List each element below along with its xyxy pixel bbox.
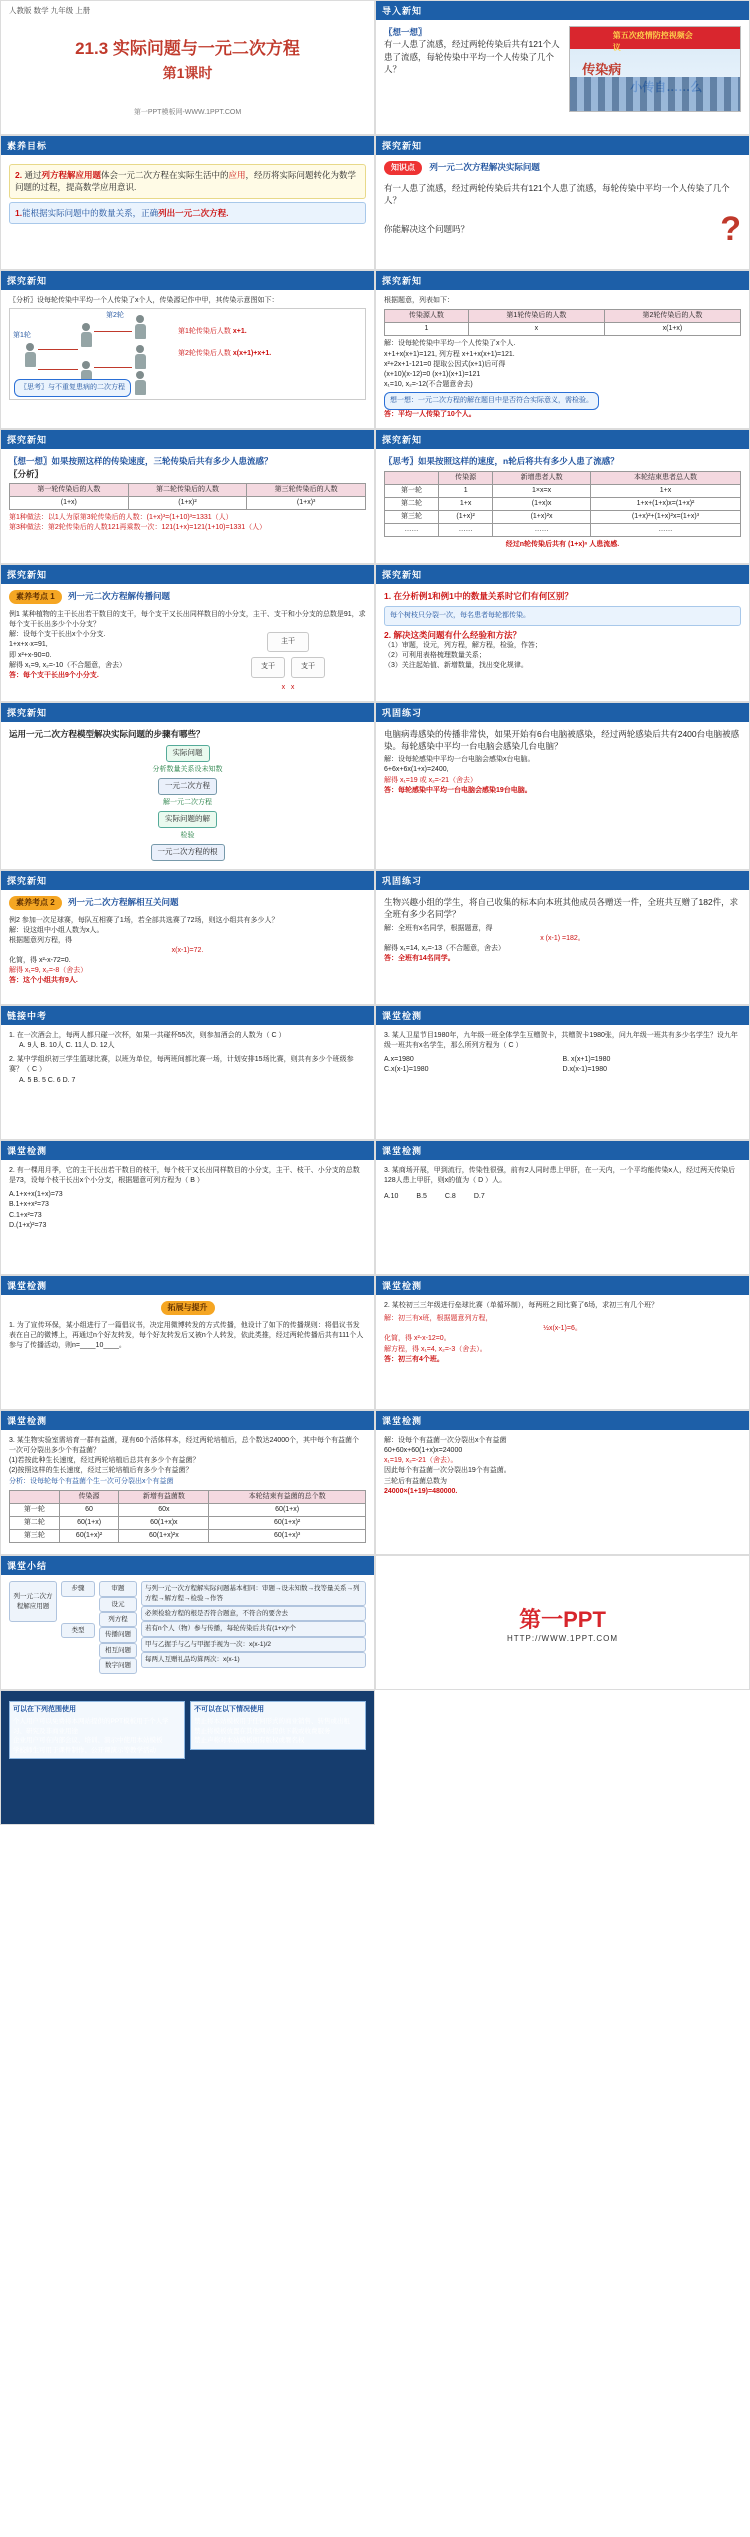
cell: (1+x): [10, 497, 129, 510]
trunk-box: 主干: [267, 632, 309, 652]
col-header: 传染源: [59, 1490, 119, 1503]
cell: 1×x=x: [493, 484, 591, 497]
option-b[interactable]: B. x(x+1)=1980: [562, 1056, 611, 1064]
col-header: 第二轮传染后的人数: [128, 484, 247, 497]
cell: (1+x)x: [493, 498, 591, 511]
slide-header: 探究新知: [1, 871, 374, 890]
question-text: 1. 为了宣传环保，某小组进行了一篇倡议书，决定用微博转发的方式传播，他设计了如下的传播规则：将倡议书发表在自己的微博上，再通过n个好友转发，每个好友转发后又被n个人转发，依此类推，经过两轮传播后共有111个人参与了传播活动，则n=____10____。: [9, 1321, 364, 1349]
cell: 60x: [119, 1503, 209, 1516]
flow-edge-label: 检验: [180, 831, 195, 839]
analysis-label: 〖分析〗: [9, 468, 44, 479]
cell: 1+x+(1+x)x=(1+x)²: [590, 498, 740, 511]
answer-1: 每个树枝只分裂一次，每名患者每轮都传染。: [384, 606, 741, 626]
infection-table: [384, 309, 741, 336]
cell: (1+x)³: [247, 497, 366, 510]
cell: (1+x)²+(1+x)²x=(1+x)³: [590, 511, 740, 524]
lesson-photo: [569, 26, 741, 112]
options-1: A. 9人 B. 10人 C. 11人 D. 12人: [19, 1042, 115, 1050]
slide-example-2: [0, 870, 375, 1005]
question-2: 2. 某中学组织初三学生篮球比赛，以班为单位，每两班间都比赛一场，计划安排15场比赛，则共有多少个班级参赛？（ C ）: [9, 1056, 354, 1074]
allowed-usage-panel: [9, 1701, 185, 1759]
option-d[interactable]: D.7: [473, 1193, 485, 1201]
step-item: （2）可利用表格梳理数量关系；: [384, 652, 486, 660]
goal-2: 2. 通过列方程解应用题体会一元二次方程在实际生活中的应用，经历将实际问题转化为数学问题的过程，提高数学应用意识.: [9, 164, 366, 199]
slide-header: 素养目标: [1, 136, 374, 155]
option-c[interactable]: C.1+x²=73: [9, 1211, 42, 1219]
cell: x: [468, 323, 604, 336]
person-icon: [24, 343, 36, 369]
branch-box: 支干: [251, 657, 285, 677]
slide-header: 巩固练习: [376, 871, 749, 890]
solve-line: 解得 x₁=9, x₂=-8（舍去）: [9, 967, 88, 975]
three-round-table: [9, 483, 366, 510]
slide-practice-gifts: [375, 870, 750, 1005]
cell: 60(1+x): [59, 1516, 119, 1529]
forbidden-usage-panel: [190, 1701, 366, 1749]
flow-step: 列方程: [99, 1612, 137, 1627]
solve-line: x₁=19, x₂=-21（舍去）。: [384, 1457, 458, 1465]
bacteria-table: [9, 1490, 366, 1544]
slide-import: [375, 0, 750, 135]
n-round-table: [384, 471, 741, 538]
round-2-label: 第2轮: [106, 312, 124, 320]
solve-line: 解得 x₁=19 或 x₂=-21（舍去）: [384, 776, 477, 784]
slide-header: 探究新知: [1, 430, 374, 449]
conclusion: 经过n轮传染后共有 (1+x)ⁿ 人患流感.: [505, 541, 620, 549]
slide-explore-questions: [375, 564, 750, 701]
slide-extension: [0, 1275, 375, 1410]
solve-line: 因此每个有益菌一次分裂出19个有益菌。: [384, 1467, 511, 1475]
solve-line: x₁=10, x₂=-12(不合题意舍去): [384, 380, 473, 388]
question-mark-icon: ?: [720, 210, 741, 249]
solve-line: 化简，得 x²-x-72=0.: [9, 957, 71, 965]
option-d[interactable]: D.x(x-1)=1980: [562, 1066, 608, 1074]
slide-literacy-goals: [0, 135, 375, 270]
summary-branch: 类型: [61, 1623, 95, 1638]
flow-node: 实际问题的解: [158, 811, 217, 828]
source-credit: 第一PPT模板网-WWW.1PPT.COM: [133, 109, 242, 116]
solve-line: 解：设每个支干长出x个小分支.: [9, 631, 106, 639]
exam-point-badge: 素养考点 1: [9, 590, 62, 604]
summary-note: 每两人互赠礼品均算两次：x(x-1): [141, 1652, 366, 1667]
solve-line: ½x(x-1)=6。: [543, 1325, 582, 1333]
slide-exam-link: [0, 1005, 375, 1140]
cell: ……: [439, 524, 493, 537]
option-b[interactable]: B.5: [416, 1193, 427, 1201]
solve-title: 解：设每轮传染中平均一个人传染了x个人.: [384, 340, 516, 348]
forbidden-item: 禁止将模板放置在其他网站提供下载或收费服务: [194, 1727, 331, 1735]
solve-line: 化简，得 x²-x-12=0。: [384, 1335, 451, 1343]
slide-test-softball: [375, 1275, 750, 1410]
allowed-item: 企业用户可在内部会议、培训、演示中使用本站模板: [13, 1737, 163, 1745]
slide-lesson-summary: [0, 1555, 375, 1690]
brand-logo: 第一PPT: [519, 1606, 606, 1632]
round-1-label: 第1轮: [13, 332, 31, 340]
solve-line: (x+10)(x-12)=0 (x+1)(x+1)=121: [384, 370, 481, 378]
question-text: 3. 某生物实验室需培育一群有益菌，现有60个活体样本，经过两轮培植后，总个数达24000个，其中每个有益菌个一次可分裂出多少个有益菌？: [9, 1436, 360, 1455]
slide-header: 课堂小结: [1, 1556, 374, 1575]
question-1: 1. 在一次酒会上，每两人都只碰一次杯，如果一共碰杯55次，则参加酒会的人数为（ C ）: [9, 1031, 286, 1039]
col-header: 第一轮传染后的人数: [10, 484, 129, 497]
slide-explore-table-solution: [375, 270, 750, 429]
question-prompt: 你能解决这个问题吗？: [384, 224, 470, 235]
cell: 60(1+x)²: [209, 1516, 366, 1529]
option-d[interactable]: D.(1+x)²=73: [9, 1221, 47, 1229]
slide-header: 巩固练习: [376, 703, 749, 722]
answer-line: 答：每轮感染中平均一台电脑会感染19台电脑。: [384, 786, 532, 794]
answer-line: 24000×(1+19)=480000.: [384, 1487, 458, 1495]
knowledge-title: 列一元二次方程解决实际问题: [429, 162, 540, 172]
flow-step: 设元: [99, 1597, 137, 1612]
think-text: 有一人患了流感，经过两轮传染后共有121个人患了流感，每轮传染中平均一个人传染了几个人？: [384, 39, 560, 74]
slide-header: 探究新知: [376, 271, 749, 290]
think-text: 〖想一想〗如果按照这样的传染速度，三轮传染后共有多少人患流感？: [9, 456, 273, 467]
options-2: A. 5 B. 5 C. 6 D. 7: [19, 1076, 76, 1084]
exam-point-badge: 素养考点 2: [9, 896, 62, 910]
solve-line: 解得 x₁=9, x₂=-10（不合题意，舍去）: [9, 661, 127, 669]
steps-title: 运用一元二次方程模型解决实际问题的步骤有哪些？: [9, 728, 205, 739]
question-1: 1. 在分析例1和例1中的数量关系时它们有何区别？: [384, 591, 573, 602]
col-header: [10, 1490, 60, 1503]
col-header: 第三轮传染后的人数: [247, 484, 366, 497]
slide-header: 探究新知: [1, 703, 374, 722]
slide-example-1: 探究新知 素养考点 1 列一元二次方程解传播问题 例1 某种植物的主干长出若干数目的支干，每个支干又长出同样数目的小分支，主干、支干和小分支的总数是91，求每个支干长出多少个小分支？ 解：设每个支干长出x个小分支. 1+x+x·x=91, 即 x²+x-90=0. 解得 x₁=9, x₂=-10（不合题意，舍去） 答：每个支干长出9个小分支. 主干 支干 支干 x x: [0, 564, 375, 701]
solve-line: x+1+x(x+1)=121, 列方程 x+1+x(x+1)=121.: [384, 350, 515, 358]
eq-round2: x(x+1)+x+1.: [232, 350, 272, 358]
slide-header: 链接中考: [1, 1006, 374, 1025]
col-header: 本轮结束有益菌的总个数: [209, 1490, 366, 1503]
cell: 1+x: [590, 484, 740, 497]
flow-step: 审题: [99, 1581, 137, 1596]
question-text: 有一人患了流感，经过两轮传染后共有121个人患了流感，每轮传染中平均一个人传染了几个人？: [384, 182, 730, 205]
sub-question-1: (1)若按此种生长速度，经过两轮培植后总共有多少个有益菌？: [9, 1457, 200, 1465]
col-header: 本轮结束患者总人数: [590, 471, 740, 484]
solve-line: 根据题意列方程，得: [9, 936, 72, 944]
solve-line: x (x-1) =182。: [540, 934, 585, 942]
answer-line: 答：全班有14名同学。: [384, 954, 455, 962]
cell: 60(1+x)x: [119, 1516, 209, 1529]
think-bubble: 〖思考〗与不重复患病的二次方程: [14, 379, 131, 397]
type-item: 传播问题: [99, 1627, 137, 1642]
slide-header: 探究新知: [376, 565, 749, 584]
cell: 1+x: [439, 498, 493, 511]
infection-diagram: [9, 308, 366, 400]
cell: 第一轮: [10, 1503, 60, 1516]
cell: ……: [590, 524, 740, 537]
option-a[interactable]: A.x=1980: [384, 1056, 414, 1064]
option-a[interactable]: A.1+x+x(1+x)=73: [9, 1191, 63, 1199]
flow-edge-label: 解一元二次方程: [163, 798, 212, 806]
cell: x(1+x): [604, 323, 740, 336]
flow-node: 一元二次方程: [158, 778, 217, 795]
person-icon: [134, 371, 146, 397]
cell: 第一轮: [385, 484, 439, 497]
option-c[interactable]: C.x(x-1)=1980: [384, 1066, 429, 1074]
solve-line: 1+x+x·x=91,: [9, 641, 48, 649]
example-text: 例1 某种植物的主干长出若干数目的支干，每个支干又长出同样数目的小分支，主干、支干和小分支的总数是91，求每个支干长出多少个小分支？: [9, 611, 366, 629]
cell: 60(1+x): [209, 1503, 366, 1516]
solve-line: 解：初三有x班，根据题意列方程，: [384, 1315, 493, 1323]
question-text: 3. 某商场开展，甲到流行，传染性很强，前有2人同时患上甲肝，在一天内，一个平均能传染x人，经过两天传染后128人患上甲肝，则x的值为（ D ）人。: [384, 1166, 736, 1185]
slide-header: 课堂检测: [376, 1276, 749, 1295]
type-item: 数字问题: [99, 1658, 137, 1673]
allowed-title: 可以在下列范围使用: [13, 1706, 76, 1714]
option-c[interactable]: C.8: [444, 1193, 456, 1201]
slide-explore-n-rounds: [375, 429, 750, 564]
slide-header: 探究新知: [1, 565, 374, 584]
cell: 第三轮: [385, 511, 439, 524]
eq-round1: x+1.: [232, 328, 247, 336]
forbidden-item: 禁止声称对本站模板拥有版权或署名权: [194, 1737, 305, 1745]
analysis-label: 分析：设每轮每个有益菌个生一次可分裂出x个有益菌: [9, 1477, 174, 1485]
solve-line: 解方程，得 x₁=4, x₂=-3（舍去）。: [384, 1345, 487, 1353]
solve-line: 解：设每轮感染中平均一台电脑会感染x台电脑。: [384, 756, 535, 764]
slide-explore-diagram: [0, 270, 375, 429]
summary-title: 列一元二次方程解应用题: [9, 1581, 57, 1622]
step-item: （3）关注起始值、新增数量，找出变化规律。: [384, 662, 528, 670]
forbidden-item: 禁止将本站模板用于任何形式的商业销售、转售或出租: [194, 1718, 350, 1726]
slide-header: 课堂检测: [1, 1141, 374, 1160]
slide-test-bacteria-solution: [375, 1410, 750, 1555]
col-header: [385, 471, 439, 484]
slide-header: 探究新知: [376, 136, 749, 155]
example-text: 例2 参加一次足球赛，每队互相赛了1场，若全部共选赛了72场，则这小组共有多少人？: [9, 916, 279, 924]
check-bubble: 想一想：一元二次方程的解在题目中是否符合实际意义，需检验。: [384, 392, 599, 410]
flow-edge-label: 分析数量关系设未知数: [152, 765, 223, 773]
cell: 第二轮: [385, 498, 439, 511]
practice-text: 生物兴趣小组的学生，将自己收集的标本向本班其他成员各赠送一件，全班共互赠了182件，求全班有多少名同学？: [384, 896, 739, 920]
slide-brand: [375, 1555, 750, 1690]
person-icon: [134, 315, 146, 341]
photo-banner-text: 第五次疫情防控视频会议: [612, 31, 693, 52]
cell: 60(1+x)³: [209, 1530, 366, 1543]
summary-note: 若有n个人（物）参与传播，每轮传染后共有(1+x)ⁿ个: [141, 1621, 366, 1636]
solve-line: 即 x²+x-90=0.: [9, 651, 52, 659]
practice-text: 电脑病毒感染的传播非常快，如果开始有6台电脑被感染，经过两轮感染后共有2400台电脑被感染。每轮感染中平均一台电脑会感染几台电脑？: [384, 728, 740, 752]
sub-question-2: (2)按照这样的生长速度，经过三轮培植后有多少个有益菌？: [9, 1467, 193, 1475]
slide-header: 课堂检测: [376, 1006, 749, 1025]
slide-header: 导入新知: [376, 1, 749, 20]
cell: (1+x)²: [128, 497, 247, 510]
slide-usage-terms: [0, 1690, 375, 1825]
goal-1: 1.能根据实际问题中的数量关系，正确列出一元二次方程.: [9, 202, 366, 224]
summary-note: 与列一元一次方程解实际问题基本相同：审题→设未知数→找等量关系→列方程→解方程→检验→作答: [141, 1581, 366, 1606]
answer-line: 答：平均一人传染了10个人。: [384, 411, 476, 419]
col-header: 新增有益菌数: [119, 1490, 209, 1503]
col-header: 传染源人数: [385, 310, 469, 323]
knowledge-badge: 知识点: [384, 161, 422, 175]
method-2: 第3种做法：第2轮传染后的人数121再乘数一次：121(1+x)=121(1+10)=1331（人）: [9, 524, 267, 532]
answer-line: 答：每个支干长出9个小分支.: [9, 671, 99, 679]
method-1: 第1种做法：以1人为原第3轮传染后的人数：(1+x)³=(1+10)³=1331（人）: [9, 514, 233, 522]
solve-line: 解：设这组中小组人数为x人。: [9, 926, 104, 934]
cell: ……: [493, 524, 591, 537]
slide-practice-virus: [375, 702, 750, 870]
note-round1: 第1轮传染后人数: [178, 328, 231, 336]
slide-test-1: [375, 1005, 750, 1140]
cell: (1+x)²: [439, 511, 493, 524]
slide-header: 课堂检测: [376, 1141, 749, 1160]
cell: ……: [385, 524, 439, 537]
think-tag: 〖想一想〗: [384, 27, 427, 37]
table-lead: 根据题意，列表如下：: [384, 297, 454, 304]
slide-header: 课堂检测: [1, 1276, 374, 1295]
model-flowchart: [9, 745, 366, 861]
solve-line: x²+2x+1-121=0 提取公因式(x+1)后可得: [384, 360, 506, 368]
option-a[interactable]: A.10: [384, 1193, 399, 1201]
slide-summary-steps: [0, 702, 375, 870]
flow-node: 一元二次方程的根: [151, 844, 225, 861]
col-header: 新增患者人数: [493, 471, 591, 484]
question-text: 3. 某人卫星节目1980年，九年级一班全体学生互赠贺卡，共赠贺卡1980张，问九年级一班共有多少名学生？设九年级一班共有x名学生，那么所列方程为（ C ）: [384, 1031, 738, 1050]
slide-header: 课堂检测: [376, 1411, 749, 1430]
slide-cover: [0, 0, 375, 135]
col-header: 第2轮传染后的人数: [604, 310, 740, 323]
forbidden-title: 不可以在以下情况使用: [194, 1706, 264, 1714]
extension-badge: 拓展与提升: [161, 1301, 215, 1315]
solve-line: 三轮后有益菌总数为: [384, 1477, 447, 1485]
brand-url: HTTP://WWW.1PPT.COM: [507, 1633, 618, 1643]
solve-line: 6+6x+6x(1+x)=2400,: [384, 766, 449, 774]
slide-header: 探究新知: [1, 271, 374, 290]
allowed-item: 学校师生可用于课件制作、公开课演示等教学活动: [13, 1746, 156, 1754]
note-round2: 第2轮传染后人数: [178, 350, 231, 358]
cell: 第二轮: [10, 1516, 60, 1529]
think-text: 〖思考〗如果按照这样的速度，n轮后将共有多少人患了流感？: [384, 456, 619, 467]
cell: 1: [385, 323, 469, 336]
question-text: 2. 有一棵用月季，它的主干长出若干数目的枝干，每个枝干又长出同样数目的小分支，主干、枝干、小分支的总数是73，设每个枝干长出x个小分支，根据题意可列方程为（ B ）: [9, 1166, 360, 1185]
slide-test-3: [375, 1140, 750, 1275]
cell: 1: [439, 484, 493, 497]
solve-line: 解：设每个有益菌一次分裂出x个有益菌: [384, 1436, 507, 1444]
solve-line: x(x-1)=72.: [171, 946, 204, 954]
question-2: 2. 解决这类问题有什么经验和方法？: [384, 629, 521, 640]
cell: 60(1+x)²: [59, 1530, 119, 1543]
page-title: 21.3 实际问题与一元二次方程: [75, 39, 300, 58]
summary-note: 必须检验方程的根是否符合题意，不符合的要舍去: [141, 1606, 366, 1621]
col-header: 传染源: [439, 471, 493, 484]
page-subtitle: 第1课时: [162, 65, 213, 81]
exam-point-title: 列一元二次方程解传播问题: [68, 591, 171, 602]
type-item: 相互问题: [99, 1643, 137, 1658]
solve-line: 60+60x+60(1+x)x=24000: [384, 1447, 463, 1455]
photo-word-1: 传染病: [582, 62, 622, 77]
answer-line: 答：这个小组共有9人.: [9, 977, 78, 985]
question-text: 2. 某校初三三年级进行垒球比赛（单循环制），每两班之间比赛了6场，求初三有几个班？: [384, 1301, 659, 1309]
summary-branch: 步骤: [61, 1581, 95, 1596]
flow-node: 实际问题: [166, 745, 210, 762]
cell: 60(1+x)²x: [119, 1530, 209, 1543]
cell: 第三轮: [10, 1530, 60, 1543]
cell: 60: [59, 1503, 119, 1516]
slide-explore-knowledge: [375, 135, 750, 270]
answer-line: 答：初三有4个班。: [384, 1355, 444, 1363]
slide-header: 探究新知: [376, 430, 749, 449]
allowed-item: 个人用户可以免费将本网站提供的PPT模板用于个人学习、研究及非商业用途: [13, 1718, 169, 1735]
person-icon: [134, 345, 146, 371]
slide-test-bacteria: [0, 1410, 375, 1555]
option-b[interactable]: B.1+x+x²=73: [9, 1201, 49, 1209]
person-icon: [80, 323, 92, 349]
slide-test-2: [0, 1140, 375, 1275]
branch-box: 支干: [291, 657, 325, 677]
col-header: 第1轮传染后的人数: [468, 310, 604, 323]
exam-point-title: 列一元二次方程解相互关问题: [68, 896, 179, 907]
analysis-lead: 〖分析〗设每轮传染中平均一个人传染了x个人，传染源记作中甲，其传染示意图如下：: [9, 297, 279, 304]
solve-line: 解得 x₁=14, x₂=-13（不合题意，舍去）: [384, 944, 505, 952]
publisher-label: 人教版 数学 九年级 上册: [9, 6, 91, 15]
solve-line: 解：全班有x名同学，根据题意，得: [384, 924, 493, 932]
step-item: （1）审题，设元，列方程，解方程，检验，作答；: [384, 642, 542, 650]
slide-explore-three-rounds: [0, 429, 375, 564]
summary-note: 甲与乙握手与乙与甲握手视为一次：x(x-1)/2: [141, 1637, 366, 1652]
slide-header: 课堂检测: [1, 1411, 374, 1430]
cell: (1+x)²x: [493, 511, 591, 524]
